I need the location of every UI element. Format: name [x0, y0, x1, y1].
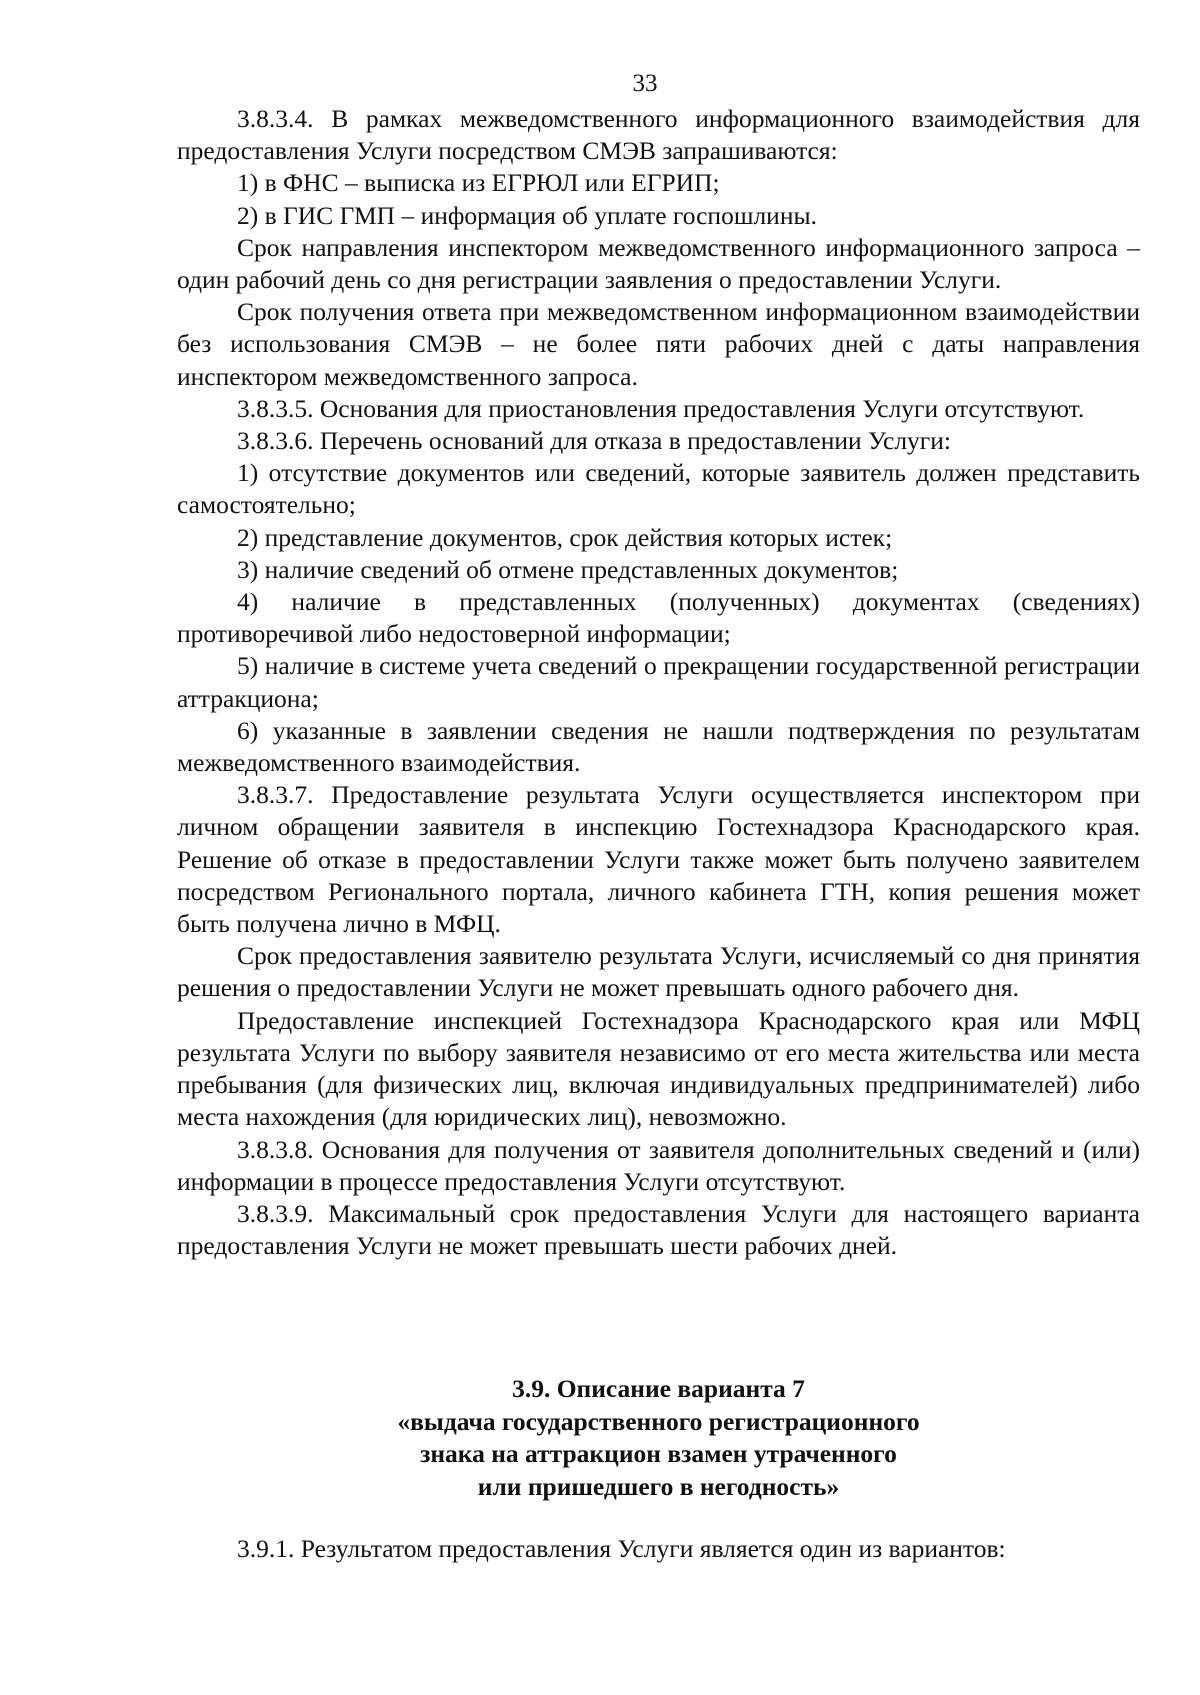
- paragraph-3-8-3-4: 3.8.3.4. В рамках межведомственного информационного взаимодействия для предоставления Услуги посредством СМЭВ запрашиваются:: [177, 104, 1140, 166]
- paragraph-request-deadline: Срок направления инспектором межведомственного информационного запроса – один рабочий день со дня регистрации заявления о предоставлении Услуги.: [177, 232, 1140, 295]
- list-item-gis-gmp: 2) в ГИС ГМП – информация об уплате госпошлины.: [237, 200, 817, 230]
- paragraph-extraterritorial: Предоставление инспекцией Гостехнадзора Краснодарского края или МФЦ результата Услуги по выбору заявителя независимо от его места жительства или места пребывания (для физических лиц, включая индивидуальных предпринимателей) либо места нахождения (для юридических лиц), невозможно.: [177, 1005, 1140, 1132]
- paragraph-3-8-3-6: 3.8.3.6. Перечень оснований для отказа в предоставлении Услуги:: [237, 426, 951, 456]
- section-heading-3-9: [177, 1373, 1140, 1503]
- refusal-reason-2: 2) представление документов, срок действия которых истек;: [237, 522, 893, 552]
- paragraph-3-8-3-7: 3.8.3.7. Предоставление результата Услуги осуществляется инспектором при личном обращении заявителя в инспекцию Гостехнадзора Краснодарского края. Решение об отказе в предоставлении Услуги также может быть получено заявителем посредством Регионального портала, личного кабинета ГТН, копия решения может быть получена лично в МФЦ.: [177, 780, 1140, 939]
- document-body: [177, 103, 1140, 1262]
- page-number: 33: [632, 70, 658, 97]
- refusal-reason-3: 3) наличие сведений об отмене представленных документов;: [237, 554, 899, 584]
- refusal-reason-4: 4) наличие в представленных (полученных) документах (сведениях) противоречивой либо недостоверной информации;: [177, 587, 1140, 649]
- refusal-reason-5: 5) наличие в системе учета сведений о прекращении государственной регистрации аттракциона;: [177, 651, 1140, 713]
- paragraph-3-9-1: 3.9.1. Результатом предоставления Услуги является один из вариантов:: [237, 1534, 1006, 1563]
- paragraph-result-deadline: Срок предоставления заявителю результата Услуги, исчисляемый со дня принятия решения о предоставлении Услуги не может превышать одного рабочего дня.: [177, 941, 1140, 1003]
- section-heading-line: «выдача государственного регистрационного: [397, 1406, 920, 1436]
- section-heading-line: знака на аттракцион взамен утраченного: [420, 1439, 897, 1468]
- refusal-reason-6: 6) указанные в заявлении сведения не нашли подтверждения по результатам межведомственного взаимодействия.: [177, 715, 1140, 778]
- paragraph-3-8-3-5: 3.8.3.5. Основания для приостановления предоставления Услуги отсутствуют.: [237, 393, 1085, 423]
- list-item-fns: 1) в ФНС – выписка из ЕГРЮЛ или ЕГРИП;: [237, 168, 720, 198]
- section-3-9-body: [177, 1533, 1140, 1565]
- refusal-reason-1: 1) отсутствие документов или сведений, которые заявитель должен представить самостоятельно;: [177, 458, 1140, 520]
- paragraph-response-deadline: Срок получения ответа при межведомственном информационном взаимодействии без использования СМЭВ – не более пяти рабочих дней с даты направления инспектором межведомственного запроса.: [177, 297, 1140, 391]
- paragraph-3-8-3-8: 3.8.3.8. Основания для получения от заявителя дополнительных сведений и (или) информации в процессе предоставления Услуги отсутствуют.: [177, 1134, 1140, 1196]
- section-heading-line: 3.9. Описание варианта 7: [512, 1374, 805, 1403]
- section-heading-line: или пришедшего в негодность»: [477, 1471, 840, 1501]
- paragraph-3-8-3-9: 3.8.3.9. Максимальный срок предоставления Услуги для настоящего варианта предоставления Услуги не может превышать шести рабочих дней.: [177, 1198, 1140, 1261]
